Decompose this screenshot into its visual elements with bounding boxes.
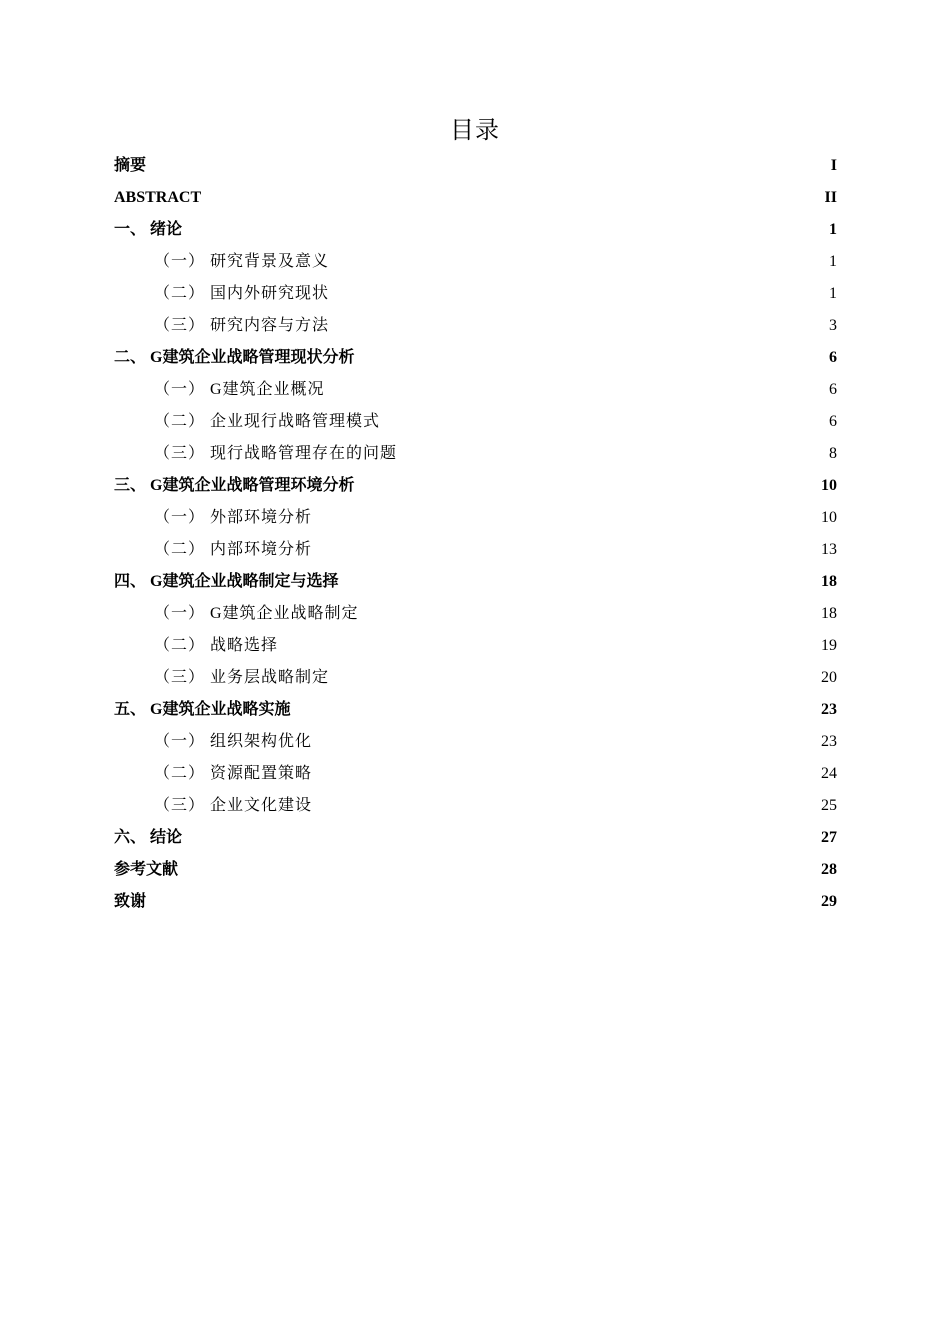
- dot-leader: [184, 220, 828, 240]
- toc-entry-label: 一、 绪论: [114, 221, 183, 238]
- toc-entry-label: （一） 组织架构优化: [154, 733, 313, 750]
- toc-entry-page-number: 6: [829, 381, 837, 398]
- toc-entry-chapter[interactable]: [114, 854, 837, 886]
- toc-entry-label: 六、 结论: [114, 829, 183, 846]
- toc-entry-page-number: 1: [829, 253, 837, 270]
- toc-entry-section[interactable]: [114, 246, 837, 278]
- toc-entry-section[interactable]: [114, 662, 837, 694]
- dot-leader: [184, 828, 820, 848]
- toc-entry-page-number: 23: [821, 733, 837, 750]
- dot-leader: [314, 732, 820, 752]
- toc-entry-page-number: 6: [829, 349, 837, 366]
- toc-entry-page-number: 25: [821, 797, 837, 814]
- toc-entry-section[interactable]: [114, 502, 837, 534]
- toc-entry-label: （二） 国内外研究现状: [154, 285, 330, 302]
- dot-leader: [331, 316, 828, 336]
- dot-leader: [382, 412, 828, 432]
- dot-leader: [331, 668, 820, 688]
- dot-leader: [361, 604, 820, 624]
- dot-leader: [314, 508, 820, 528]
- page-title: 目录: [450, 116, 500, 144]
- toc-entry-chapter[interactable]: [114, 150, 837, 182]
- dot-leader: [356, 348, 828, 368]
- toc-entry-page-number: 3: [829, 317, 837, 334]
- dot-leader: [314, 540, 820, 560]
- dot-leader: [340, 572, 820, 592]
- dot-leader: [292, 700, 820, 720]
- toc-entry-section[interactable]: [114, 278, 837, 310]
- toc-entry-label: 四、 G建筑企业战略制定与选择: [114, 573, 339, 590]
- toc-entry-label: （一） 研究背景及意义: [154, 253, 330, 270]
- toc-entry-section[interactable]: [114, 598, 837, 630]
- dot-leader: [356, 476, 820, 496]
- toc-entry-section[interactable]: [114, 534, 837, 566]
- dot-leader: [314, 796, 820, 816]
- toc-entry-chapter[interactable]: [114, 214, 837, 246]
- toc-entry-page-number: I: [830, 157, 837, 174]
- toc-entry-label: 三、 G建筑企业战略管理环境分析: [114, 477, 355, 494]
- toc-entry-chapter[interactable]: [114, 886, 837, 918]
- toc-entry-page-number: 13: [821, 541, 837, 558]
- toc-entry-section[interactable]: [114, 438, 837, 470]
- toc-entry-page-number: 10: [821, 509, 837, 526]
- dot-leader: [331, 252, 828, 272]
- toc-entry-page-number: 27: [821, 829, 837, 846]
- toc-entry-label: （一） G建筑企业概况: [154, 381, 325, 398]
- toc-entry-page-number: 1: [829, 221, 837, 238]
- toc-entry-section[interactable]: [114, 406, 837, 438]
- toc-entry-page-number: 20: [821, 669, 837, 686]
- toc-entry-page-number: II: [824, 189, 837, 206]
- toc-entry-label: ABSTRACT: [114, 189, 202, 206]
- toc-entry-section[interactable]: [114, 758, 837, 790]
- toc-entry-label: 参考文献: [114, 861, 179, 878]
- toc-entry-label: （二） 内部环境分析: [154, 541, 313, 558]
- toc-entry-page-number: 19: [821, 637, 837, 654]
- toc-entry-section[interactable]: [114, 726, 837, 758]
- toc-entry-label: 致谢: [114, 893, 147, 910]
- toc-entry-page-number: 24: [821, 765, 837, 782]
- toc-entry-page-number: 8: [829, 445, 837, 462]
- toc-entry-page-number: 10: [821, 477, 837, 494]
- dot-leader: [203, 188, 823, 208]
- toc-entry-page-number: 18: [821, 573, 837, 590]
- toc-entry-page-number: 29: [821, 893, 837, 910]
- toc-entry-chapter[interactable]: [114, 822, 837, 854]
- toc-entry-label: 二、 G建筑企业战略管理现状分析: [114, 349, 355, 366]
- toc-entry-page-number: 18: [821, 605, 837, 622]
- dot-leader: [399, 444, 828, 464]
- toc-entry-page-number: 28: [821, 861, 837, 878]
- toc-entry-label: （二） 战略选择: [154, 637, 279, 654]
- toc-entry-chapter[interactable]: [114, 566, 837, 598]
- dot-leader: [331, 284, 828, 304]
- toc-entry-label: （三） 现行战略管理存在的问题: [154, 445, 398, 462]
- toc-entry-label: 摘要: [114, 157, 147, 174]
- toc-entry-label: （一） 外部环境分析: [154, 509, 313, 526]
- table-of-contents: [114, 150, 837, 918]
- toc-entry-label: （三） 业务层战略制定: [154, 669, 330, 686]
- toc-entry-label: （二） 企业现行战略管理模式: [154, 413, 381, 430]
- dot-leader: [148, 892, 820, 912]
- toc-entry-label: （二） 资源配置策略: [154, 765, 313, 782]
- toc-entry-label: （一） G建筑企业战略制定: [154, 605, 359, 622]
- toc-entry-page-number: 23: [821, 701, 837, 718]
- toc-entry-section[interactable]: [114, 630, 837, 662]
- toc-entry-chapter[interactable]: [114, 182, 837, 214]
- toc-entry-page-number: 1: [829, 285, 837, 302]
- dot-leader: [327, 380, 828, 400]
- toc-entry-chapter[interactable]: [114, 342, 837, 374]
- dot-leader: [314, 764, 820, 784]
- toc-entry-section[interactable]: [114, 790, 837, 822]
- toc-entry-section[interactable]: [114, 374, 837, 406]
- dot-leader: [280, 636, 820, 656]
- toc-entry-chapter[interactable]: [114, 694, 837, 726]
- toc-entry-page-number: 6: [829, 413, 837, 430]
- toc-entry-label: 五、 G建筑企业战略实施: [114, 701, 291, 718]
- toc-entry-section[interactable]: [114, 310, 837, 342]
- dot-leader: [180, 860, 820, 880]
- toc-entry-label: （三） 研究内容与方法: [154, 317, 330, 334]
- toc-entry-chapter[interactable]: [114, 470, 837, 502]
- toc-entry-label: （三） 企业文化建设: [154, 797, 313, 814]
- dot-leader: [148, 156, 830, 176]
